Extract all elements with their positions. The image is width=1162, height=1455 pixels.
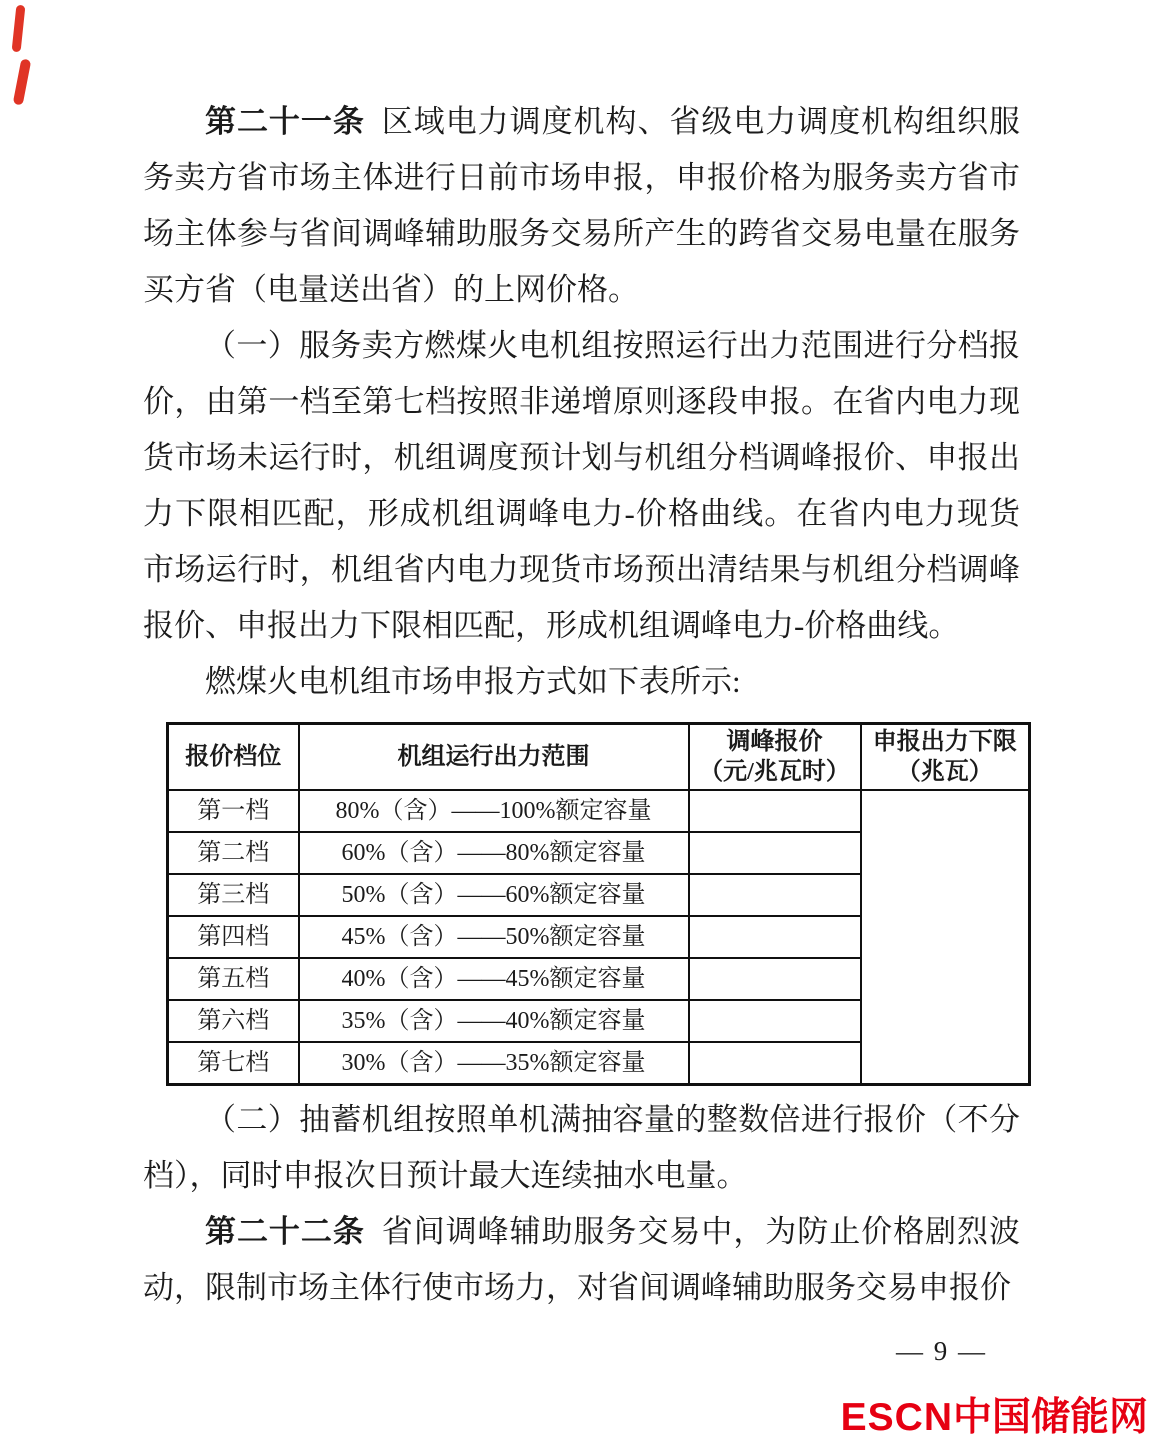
limit-merged-cell bbox=[861, 790, 1030, 1085]
price-cell bbox=[689, 1042, 861, 1085]
price-cell bbox=[689, 874, 861, 916]
bidding-table-body bbox=[168, 790, 1030, 1085]
price-cell bbox=[689, 1000, 861, 1042]
header-line: 申报出力下限 bbox=[872, 729, 1017, 755]
paragraph bbox=[143, 1092, 1020, 1204]
paragraph-text: （二）抽蓄机组按照单机满抽容量的整数倍进行报价（不分档），同时申报次日预计最大连续抽水电量。 bbox=[143, 1102, 1020, 1193]
red-pen-mark-icon bbox=[12, 5, 26, 53]
price-cell bbox=[689, 916, 861, 958]
range-cell: 35%（含）——40%额定容量 bbox=[299, 1000, 689, 1042]
header-line: 报价档位 bbox=[185, 744, 282, 770]
range-cell: 40%（含）——45%额定容量 bbox=[299, 958, 689, 1000]
header-line: 调峰报价 bbox=[726, 729, 823, 755]
header-cell-tier bbox=[168, 724, 299, 791]
tier-cell: 第二档 bbox=[168, 832, 299, 874]
paragraphs-after-table bbox=[143, 1092, 1020, 1316]
article-number-bold: 第二十一条 bbox=[205, 104, 365, 139]
range-cell: 60%（含）——80%额定容量 bbox=[299, 832, 689, 874]
tier-cell: 第三档 bbox=[168, 874, 299, 916]
table-row bbox=[168, 790, 1030, 832]
price-cell bbox=[689, 832, 861, 874]
watermark-cjk-text: 中国储能网 bbox=[952, 1396, 1148, 1439]
red-pen-marks bbox=[11, 3, 41, 113]
header-cell-limit bbox=[861, 724, 1030, 791]
header-line: （兆瓦） bbox=[896, 759, 993, 785]
paragraph-text: 省间调峰辅助服务交易中，为防止价格剧烈波动，限制市场主体行使市场力，对省间调峰辅助服务交易申报价 bbox=[143, 1214, 1021, 1305]
range-cell: 45%（含）——50%额定容量 bbox=[299, 916, 689, 958]
watermark-escn-logo: ESCN bbox=[840, 1396, 953, 1439]
paragraph bbox=[143, 318, 1020, 654]
tier-cell: 第一档 bbox=[168, 790, 299, 832]
red-pen-mark-icon bbox=[13, 58, 32, 105]
price-cell bbox=[689, 790, 861, 832]
paragraph bbox=[143, 94, 1020, 318]
header-cell-price bbox=[689, 724, 861, 791]
header-line: 机组运行出力范围 bbox=[397, 744, 590, 770]
range-cell: 30%（含）——35%额定容量 bbox=[299, 1042, 689, 1085]
page-number: — 9 — bbox=[896, 1336, 987, 1366]
header-line: （元/兆瓦时） bbox=[699, 759, 850, 785]
watermark bbox=[841, 1398, 1148, 1438]
price-cell bbox=[689, 958, 861, 1000]
paragraph bbox=[143, 1204, 1020, 1316]
paragraph-text: 燃煤火电机组市场申报方式如下表所示: bbox=[205, 664, 741, 699]
article-number-bold: 第二十二条 bbox=[205, 1214, 365, 1249]
paragraph-text: 区域电力调度机构、省级电力调度机构组织服务卖方省市场主体进行日前市场申报，申报价格为服务卖方省市场主体参与省间调峰辅助服务交易所产生的跨省交易电量在服务买方省（电量送出省）的上网价格。 bbox=[143, 104, 1021, 307]
tier-cell: 第六档 bbox=[168, 1000, 299, 1042]
table-header-row bbox=[168, 724, 1030, 791]
document-body bbox=[143, 94, 1020, 1316]
tier-cell: 第五档 bbox=[168, 958, 299, 1000]
header-cell-range bbox=[299, 724, 689, 791]
tier-cell: 第七档 bbox=[168, 1042, 299, 1085]
range-cell: 50%（含）——60%额定容量 bbox=[299, 874, 689, 916]
tier-cell: 第四档 bbox=[168, 916, 299, 958]
paragraph-text: （一）服务卖方燃煤火电机组按照运行出力范围进行分档报价，由第一档至第七档按照非递增原则逐段申报。在省内电力现货市场未运行时，机组调度预计划与机组分档调峰报价、申报出力下限相匹配，形成机组调峰电力-价格曲线。在省内电力现货市场运行时，机组省内电力现货市场预出清结果与机组分档调峰报价、申报出力下限相匹配，形成机组调峰电力-价格曲线。 bbox=[143, 328, 1020, 643]
paragraph bbox=[143, 654, 1020, 710]
bidding-table-header bbox=[168, 724, 1030, 791]
bidding-table bbox=[166, 722, 1031, 1086]
paragraphs-before-table bbox=[143, 94, 1020, 710]
range-cell: 80%（含）——100%额定容量 bbox=[299, 790, 689, 832]
